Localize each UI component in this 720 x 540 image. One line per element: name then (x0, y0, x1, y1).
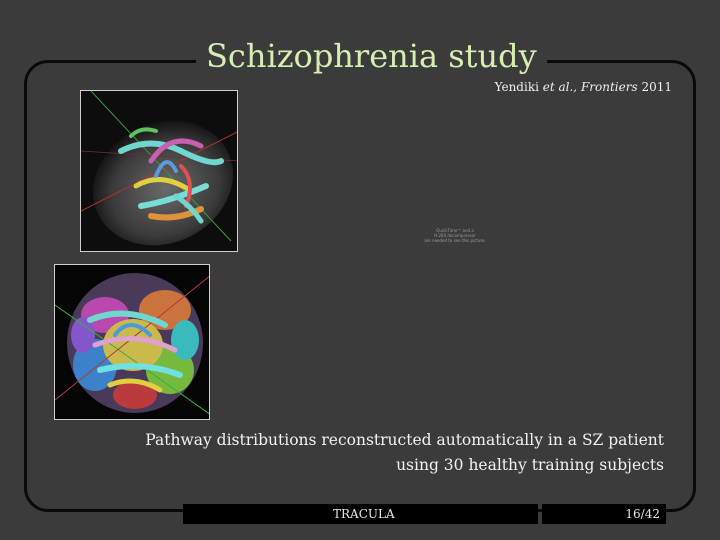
tractography-render-bottom (55, 265, 210, 420)
quicktime-line-3: are needed to see this picture. (424, 238, 486, 243)
citation-year: 2011 (641, 80, 672, 94)
tractography-image-bottom (54, 264, 210, 420)
quicktime-placeholder (410, 228, 500, 243)
figure-caption (104, 428, 664, 478)
quicktime-line-1: QuickTime™ and a (436, 228, 474, 233)
tractography-image-top (80, 90, 238, 252)
caption-line-1: Pathway distributions reconstructed automatically in a SZ patient (145, 431, 664, 449)
footer-page-number: 16/42 (542, 504, 666, 524)
citation-journal: Frontiers (580, 80, 638, 94)
citation (495, 80, 672, 94)
citation-etal: et al., (542, 80, 578, 94)
footer-label: TRACULA (183, 504, 538, 524)
tractography-render-top (81, 91, 238, 252)
slide-title: Schizophrenia study (196, 34, 547, 78)
caption-line-2: using 30 healthy training subjects (396, 456, 664, 474)
citation-author: Yendiki (494, 80, 539, 94)
quicktime-line-2: H.264 decompressor (434, 233, 476, 238)
